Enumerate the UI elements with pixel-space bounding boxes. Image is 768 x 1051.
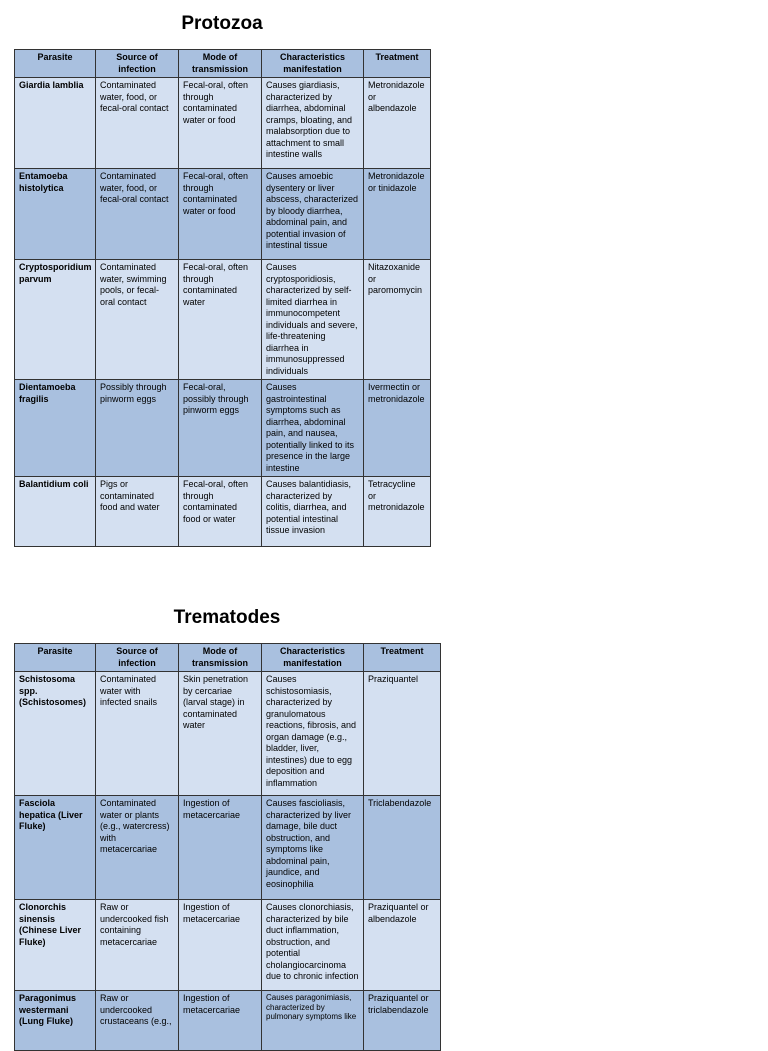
- protozoa-title: Protozoa: [181, 13, 263, 34]
- mode-cell: Fecal-oral, often through contaminated food or water: [179, 477, 262, 547]
- source-cell: Contaminated water with infected snails: [96, 672, 179, 796]
- characteristics-cell: Causes gastrointestinal symptoms such as diarrhea, abdominal pain, and nausea, potentially linked to its presence in the large intestine: [262, 380, 364, 477]
- protozoa-table: [14, 49, 431, 547]
- source-cell: Possibly through pinworm eggs: [96, 380, 179, 477]
- treatment-cell: Ivermectin or metronidazole: [364, 380, 431, 477]
- parasite-cell: Cryptosporidium parvum: [15, 260, 96, 380]
- characteristics-cell: Causes fascioliasis, characterized by liver damage, bile duct obstruction, and symptoms like abdominal pain, jaundice, and eosinophilia: [262, 796, 364, 900]
- table-row: [15, 380, 431, 477]
- table-row: [15, 78, 431, 169]
- header-treatment: Treatment: [364, 644, 441, 672]
- mode-cell: Ingestion of metacercariae: [179, 991, 262, 1051]
- header-parasite: Parasite: [15, 644, 96, 672]
- source-cell: Contaminated water, swimming pools, or fecal-oral contact: [96, 260, 179, 380]
- header-row: [15, 50, 431, 78]
- mode-cell: Fecal-oral, often through contaminated water or food: [179, 78, 262, 169]
- parasite-cell: Dientamoeba fragilis: [15, 380, 96, 477]
- trematodes-title: Trematodes: [173, 607, 281, 628]
- characteristics-cell: Causes schistosomiasis, characterized by granulomatous reactions, fibrosis, and organ damage (e.g., bladder, liver, intestines) due to egg deposition and inflammation: [262, 672, 364, 796]
- parasite-cell: Balantidium coli: [15, 477, 96, 547]
- header-mode: Mode of transmission: [179, 50, 262, 78]
- treatment-cell: Metronidazole or tinidazole: [364, 169, 431, 260]
- characteristics-cell: Causes balantidiasis, characterized by colitis, diarrhea, and potential intestinal tissue invasion: [262, 477, 364, 547]
- characteristics-cell: Causes paragonimiasis, characterized by pulmonary symptoms like: [262, 991, 364, 1051]
- parasite-cell: Giardia lamblia: [15, 78, 96, 169]
- table-row: [15, 796, 441, 900]
- table-row: [15, 991, 441, 1051]
- header-row: [15, 644, 441, 672]
- source-cell: Contaminated water, food, or fecal-oral contact: [96, 169, 179, 260]
- header-source: Source of infection: [96, 644, 179, 672]
- parasite-cell: Paragonimus westermani (Lung Fluke): [15, 991, 96, 1051]
- table-row: [15, 477, 431, 547]
- table-row: [15, 900, 441, 991]
- header-characteristics: Characteristics manifestation: [262, 50, 364, 78]
- source-cell: Raw or undercooked fish containing metacercariae: [96, 900, 179, 991]
- source-cell: Contaminated water or plants (e.g., watercress) with metacercariae: [96, 796, 179, 900]
- treatment-cell: Praziquantel: [364, 672, 441, 796]
- mode-cell: Ingestion of metacercariae: [179, 900, 262, 991]
- mode-cell: Fecal-oral, possibly through pinworm eggs: [179, 380, 262, 477]
- header-treatment: Treatment: [364, 50, 431, 78]
- header-mode: Mode of transmission: [179, 644, 262, 672]
- source-cell: Raw or undercooked crustaceans (e.g.,: [96, 991, 179, 1051]
- header-characteristics: Characteristics manifestation: [262, 644, 364, 672]
- characteristics-cell: Causes cryptosporidiosis, characterized by self-limited diarrhea in immunocompetent individuals and severe, life-threatening diarrhea in immunosuppressed individuals: [262, 260, 364, 380]
- parasite-cell: Clonorchis sinensis (Chinese Liver Fluke): [15, 900, 96, 991]
- mode-cell: Fecal-oral, often through contaminated water or food: [179, 169, 262, 260]
- characteristics-cell: Causes giardiasis, characterized by diarrhea, abdominal cramps, bloating, and malabsorption due to attachment to small intestine walls: [262, 78, 364, 169]
- header-source: Source of infection: [96, 50, 179, 78]
- mode-cell: Fecal-oral, often through contaminated water: [179, 260, 262, 380]
- source-cell: Contaminated water, food, or fecal-oral contact: [96, 78, 179, 169]
- treatment-cell: Nitazoxanide or paromomycin: [364, 260, 431, 380]
- table-row: [15, 672, 441, 796]
- parasite-cell: Schistosoma spp. (Schistosomes): [15, 672, 96, 796]
- mode-cell: Skin penetration by cercariae (larval stage) in contaminated water: [179, 672, 262, 796]
- trematodes-table: [14, 643, 441, 1051]
- table-row: [15, 169, 431, 260]
- parasite-cell: Fasciola hepatica (Liver Fluke): [15, 796, 96, 900]
- treatment-cell: Metronidazole or albendazole: [364, 78, 431, 169]
- characteristics-cell: Causes clonorchiasis, characterized by bile duct inflammation, obstruction, and potential cholangiocarcinoma due to chronic infection: [262, 900, 364, 991]
- source-cell: Pigs or contaminated food and water: [96, 477, 179, 547]
- header-parasite: Parasite: [15, 50, 96, 78]
- parasite-cell: Entamoeba histolytica: [15, 169, 96, 260]
- mode-cell: Ingestion of metacercariae: [179, 796, 262, 900]
- treatment-cell: Tetracycline or metronidazole: [364, 477, 431, 547]
- treatment-cell: Triclabendazole: [364, 796, 441, 900]
- characteristics-cell: Causes amoebic dysentery or liver abscess, characterized by bloody diarrhea, abdominal pain, and potential invasion of intestinal tissue: [262, 169, 364, 260]
- treatment-cell: Praziquantel or triclabendazole: [364, 991, 441, 1051]
- treatment-cell: Praziquantel or albendazole: [364, 900, 441, 991]
- table-row: [15, 260, 431, 380]
